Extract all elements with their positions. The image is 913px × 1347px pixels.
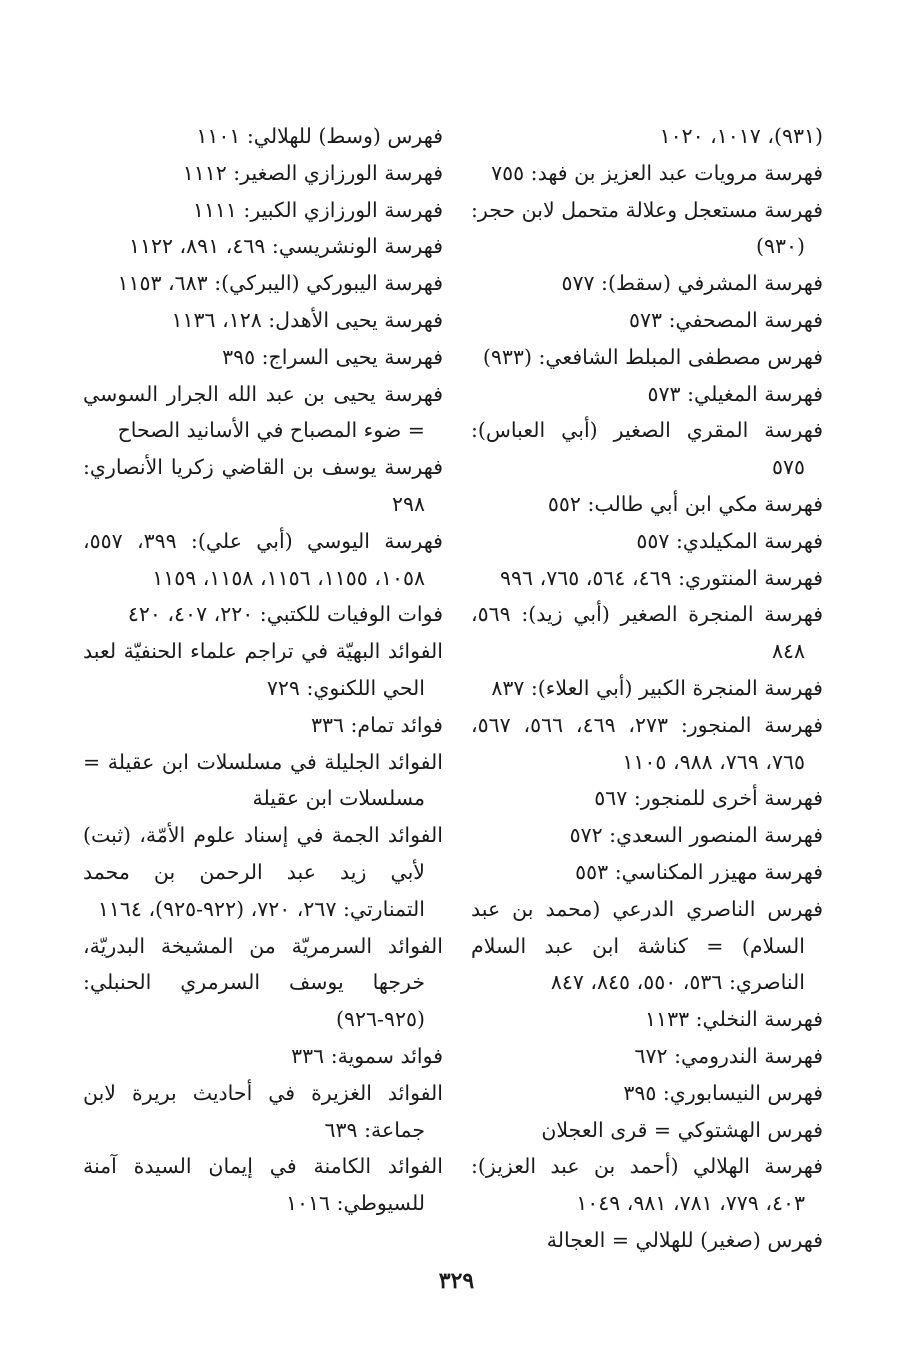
index-entry: فهرسة المكيلدي: ٥٥٧ (636, 528, 823, 553)
index-entry: الفوائد الجليلة في مسلسلات ابن عقيلة = مسلسلات ابن عقيلة (83, 749, 443, 811)
index-entry: فهرسة مستعجل وعلالة متحمل لابن حجر: (٩٣٠) (471, 197, 823, 259)
index-entry: فوات الوفيات للكتبي: ٢٢٠، ٤٠٧، ٤٢٠ (127, 602, 443, 627)
index-entry: فهرس النيسابوري: ٣٩٥ (623, 1080, 823, 1105)
index-entry: فهرسة المشرفي (سقط): ٥٧٧ (561, 271, 823, 296)
index-entry: فهرسة الورزازي الكبير: ١١١١ (192, 197, 443, 222)
index-entry: فهرسة الونشريسي: ٤٦٩، ٨٩١، ١١٢٢ (128, 234, 443, 259)
index-entry: فهرسة الهلالي (أحمد بن عبد العزيز): ٤٠٣، ٧٧٩، ٧٨١، ٩٨١، ١٠٤٩ (471, 1154, 823, 1216)
index-entry: الفوائد الكامنة في إيمان السيدة آمنة للسيوطي: ١٠١٦ (83, 1154, 443, 1216)
index-page (0, 118, 913, 1268)
index-column-left (83, 118, 443, 1222)
index-entry: (٩٣١)، ١٠١٧، ١٠٢٠ (659, 124, 823, 148)
index-entry: فهرسة المقري الصغير (أبي العباس): ٥٧٥ (471, 418, 823, 480)
index-entry: فهرس الهشتوكي = قرى العجلان (541, 1117, 823, 1142)
index-entry: فهرس مصطفى المبلط الشافعي: (٩٣٣) (482, 344, 823, 369)
index-entry: الفوائد البهيّة في تراجم علماء الحنفيّة لعبد الحي اللكنوي: ٧٢٩ (83, 639, 443, 700)
index-entry: فهرس (وسط) للهلالي: ١١٠١ (196, 124, 443, 148)
index-entry: فهرسة المصحفي: ٥٧٣ (629, 307, 823, 332)
index-entry: فهرس (صغير) للهلالي = العجالة (546, 1227, 823, 1252)
index-entry: فهرسة مكي ابن أبي طالب: ٥٥٢ (547, 491, 823, 516)
index-entry: فهرسة يوسف بن القاضي زكريا الأنصاري: ٢٩٨ (83, 455, 443, 516)
index-entry: فهرسة النخلي: ١١٣٣ (645, 1007, 823, 1032)
page-number: ٣٢٩ (438, 1268, 475, 1294)
index-entry: فهرسة المنصور السعدي: ٥٧٢ (569, 823, 823, 848)
index-entry: الفوائد السرمريّة من المشيخة البدريّة، خرجها يوسف السرمري الحنبلي: (٩٢٥-٩٢٦) (83, 933, 443, 1032)
index-column-right (471, 118, 823, 1259)
index-entry: فهرسة مهيزر المكناسي: ٥٥٣ (575, 859, 823, 884)
index-entry: فهرسة يحيى الأهدل: ١٢٨، ١١٣٦ (171, 307, 443, 332)
index-entry: فهرس الناصري الدرعي (محمد بن عبد السلام) = كناشة ابن عبد السلام الناصري: ٥٣٦، ٥٥٠، ٨٤٥، ٨٤٧ (471, 896, 823, 995)
index-entry: فهرسة الورزازي الصغير: ١١١٢ (182, 160, 443, 185)
index-entry: فهرسة الندرومي: ٦٧٢ (634, 1043, 823, 1068)
index-entry: فهرسة المنتوري: ٤٦٩، ٥٦٤، ٧٦٥، ٩٩٦ (500, 565, 823, 590)
index-entry: فهرسة أخرى للمنجور: ٥٦٧ (594, 786, 823, 811)
index-entry: فهرسة اليبوركي (اليبركي): ٦٨٣، ١١٥٣ (117, 271, 443, 296)
index-entry: فوائد سموية: ٣٣٦ (291, 1043, 443, 1068)
index-entry: الفوائد الغزيرة في أحاديث بريرة لابن جماعة: ٦٣٩ (83, 1080, 443, 1142)
index-entry: فهرسة اليوسي (أبي علي): ٣٩٩، ٥٥٧، ١٠٥٨، ١١٥٥، ١١٥٦، ١١٥٨، ١١٥٩ (83, 528, 443, 590)
index-entry: فهرسة يحيى بن عبد الله الجرار السوسي = ضوء المصباح في الأسانيد الصحاح (83, 381, 443, 443)
index-entry: فهرسة المغيلي: ٥٧٣ (647, 381, 823, 406)
index-entry: الفوائد الجمة في إسناد علوم الأمّة، (ثبت) لأبي زيد عبد الرحمن بن محمد التمنارتي: ٢٦٧، ٧٢٠، (٩٢٢-٩٢٥)، ١١٦٤ (83, 823, 443, 921)
index-entry: فهرسة يحيى السراج: ٣٩٥ (222, 344, 443, 369)
index-entry: فهرسة المنجور: ٢٧٣، ٤٦٩، ٥٦٦، ٥٦٧، ٧٦٥، ٧٦٩، ٩٨٨، ١١٠٥ (471, 712, 824, 774)
index-entry: فهرسة مرويات عبد العزيز بن فهد: ٧٥٥ (491, 160, 823, 185)
index-entry: فهرسة المنجرة الصغير (أبي زيد): ٥٦٩، ٨٤٨ (471, 602, 823, 664)
index-entry: فهرسة المنجرة الكبير (أبي العلاء): ٨٣٧ (491, 675, 823, 700)
index-entry: فوائد تمام: ٣٣٦ (310, 712, 443, 737)
